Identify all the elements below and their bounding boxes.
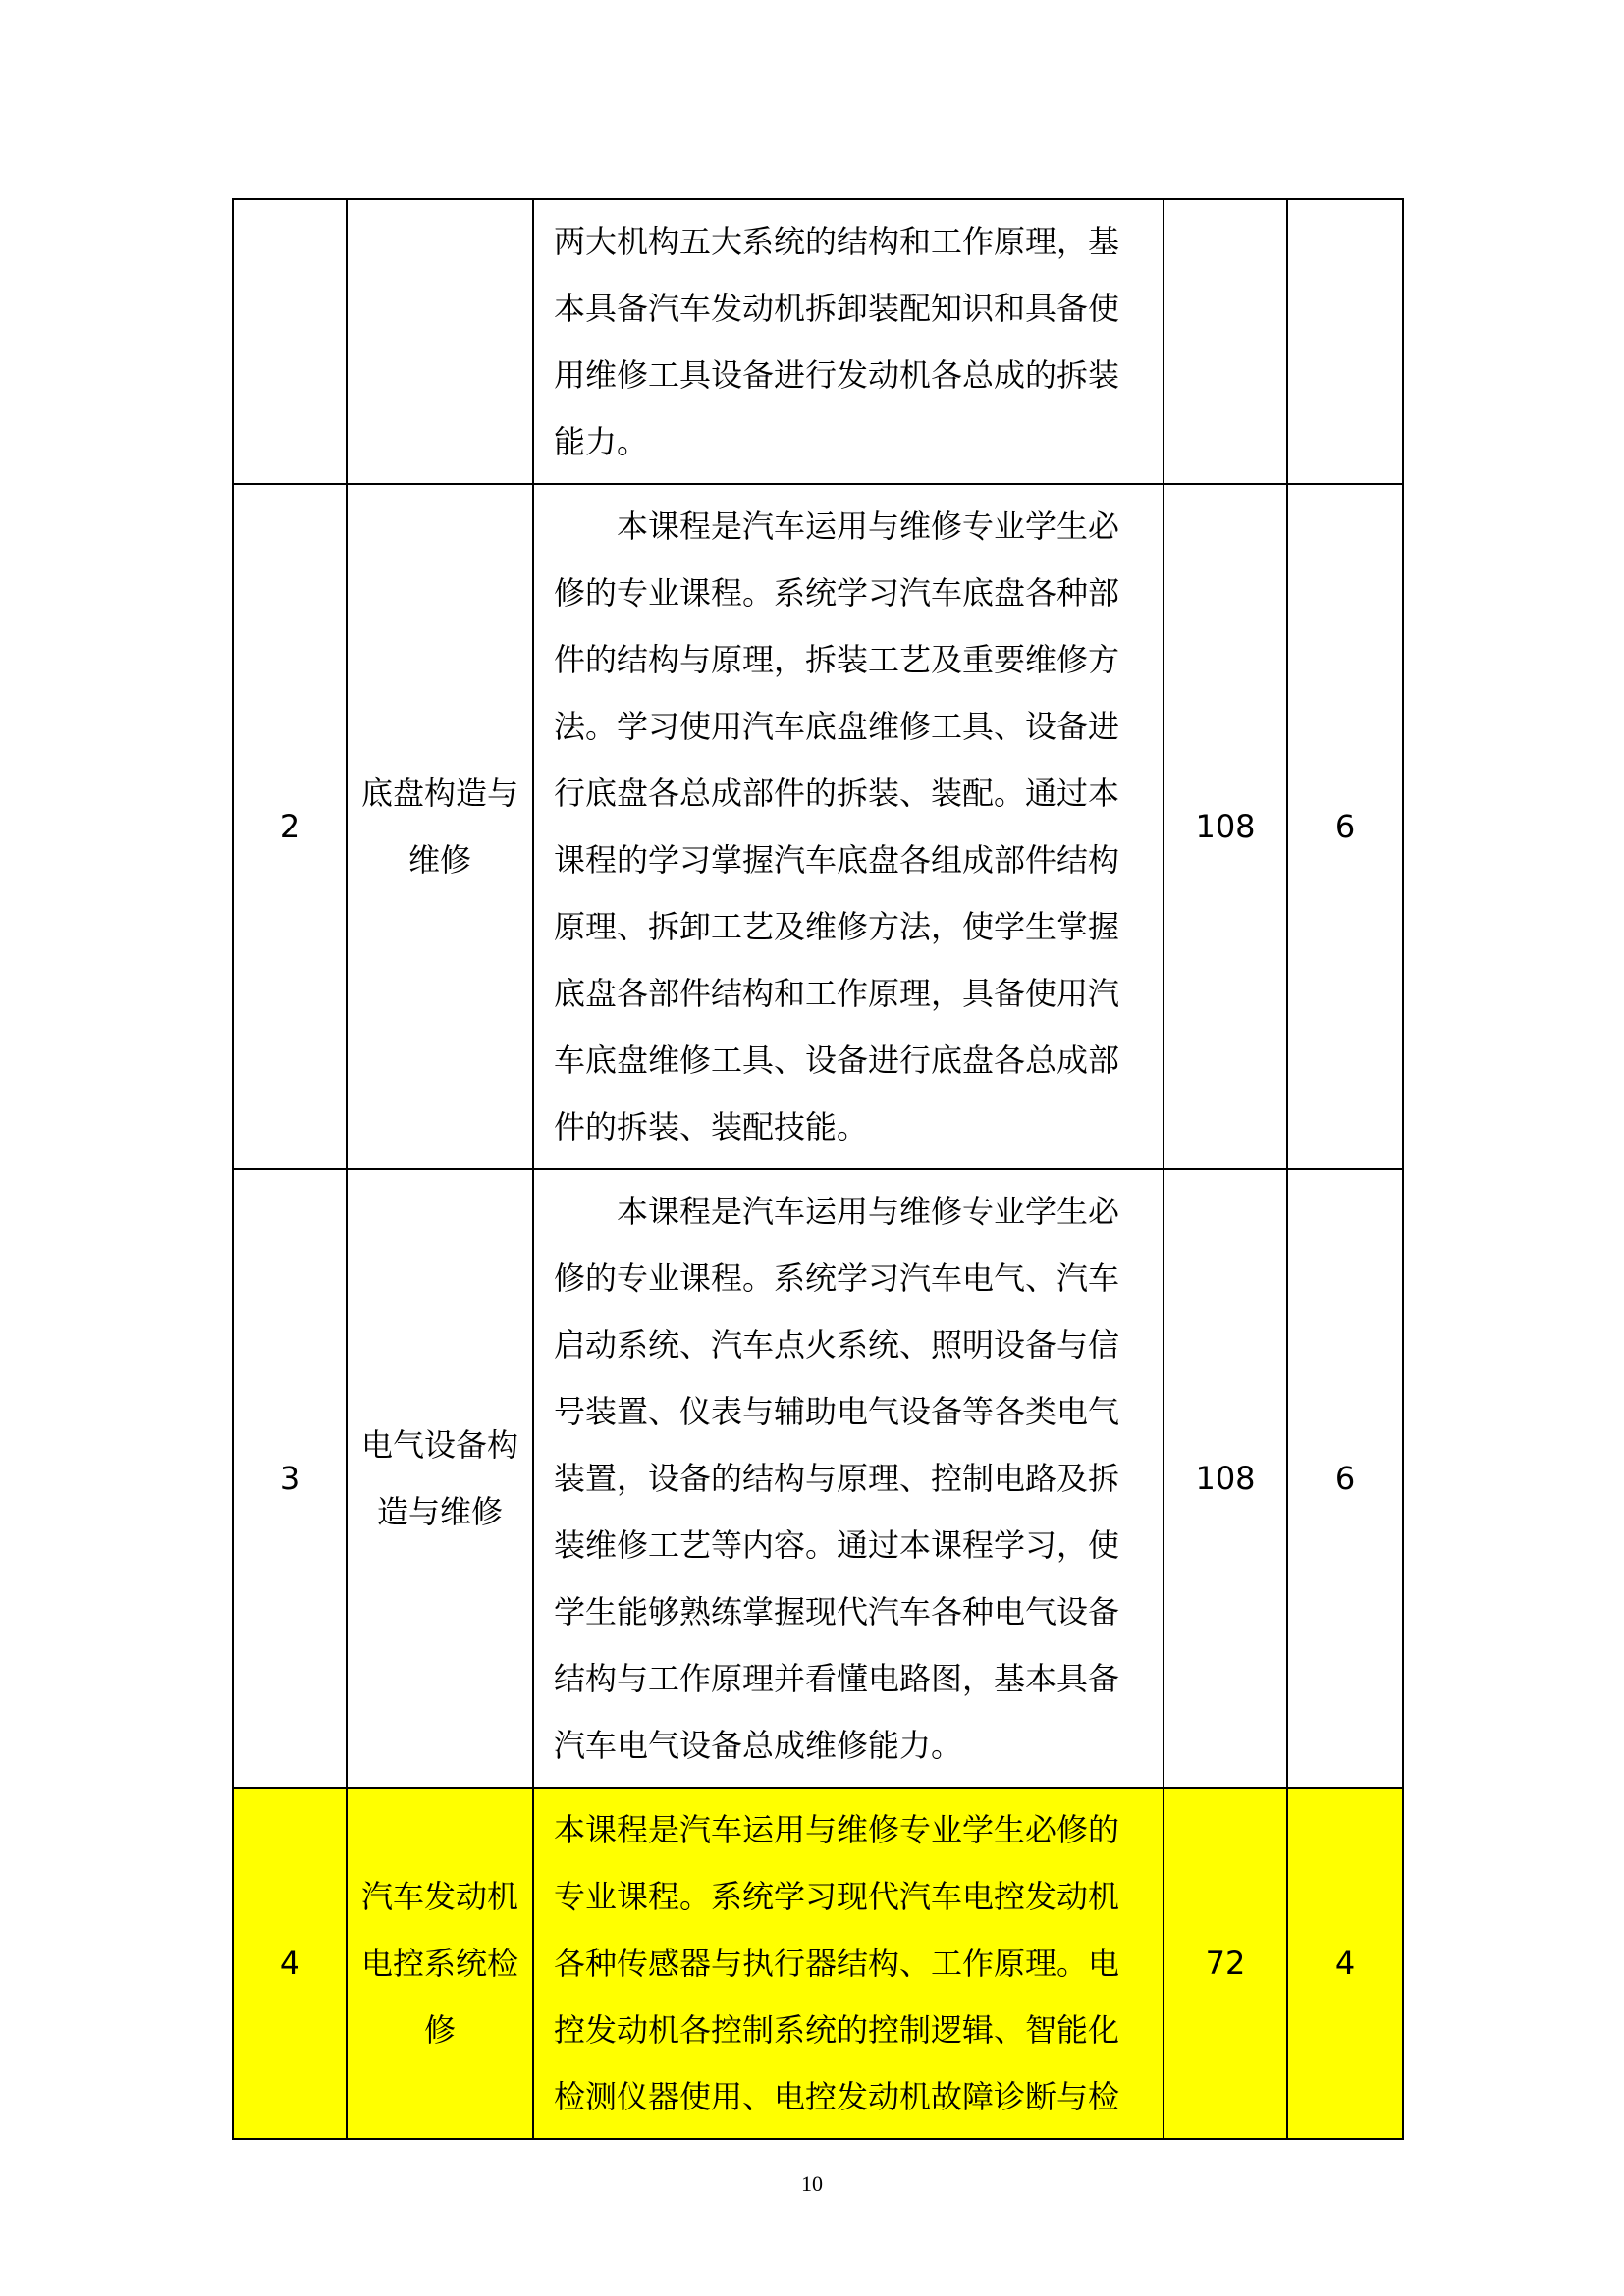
course-hours-cell (1164, 199, 1287, 484)
course-number-cell: 3 (233, 1169, 347, 1788)
course-number-cell (233, 199, 347, 484)
table-row-highlighted (233, 1788, 1403, 2139)
course-name-cell (347, 199, 533, 484)
course-description-cell: 本课程是汽车运用与维修专业学生必修的专业课程。系统学习现代汽车电控发动机各种传感器与执行器结构、工作原理。电控发动机各控制系统的控制逻辑、智能化检测仪器使用、电控发动机故障诊断与检 (533, 1788, 1164, 2139)
course-hours-cell: 72 (1164, 1788, 1287, 2139)
page-number: 10 (801, 2171, 823, 2196)
course-table (232, 198, 1404, 2140)
course-number-cell: 4 (233, 1788, 347, 2139)
course-description-cell: 两大机构五大系统的结构和工作原理，基本具备汽车发动机拆卸装配知识和具备使用维修工具设备进行发动机各总成的拆装能力。 (533, 199, 1164, 484)
course-name-cell: 底盘构造与维修 (347, 484, 533, 1169)
course-hours-cell: 108 (1164, 484, 1287, 1169)
course-description-cell: 本课程是汽车运用与维修专业学生必修的专业课程。系统学习汽车底盘各种部件的结构与原理，拆装工艺及重要维修方法。学习使用汽车底盘维修工具、设备进行底盘各总成部件的拆装、装配。通过本课程的学习掌握汽车底盘各组成部件结构原理、拆卸工艺及维修方法，使学生掌握底盘各部件结构和工作原理，具备使用汽车底盘维修工具、设备进行底盘各总成部件的拆装、装配技能。 (533, 484, 1164, 1169)
table-row (233, 199, 1403, 484)
table-row (233, 1169, 1403, 1788)
course-hours-cell: 108 (1164, 1169, 1287, 1788)
table-row (233, 484, 1403, 1169)
course-credits-cell: 6 (1287, 484, 1403, 1169)
course-credits-cell: 6 (1287, 1169, 1403, 1788)
course-name-cell: 电气设备构造与维修 (347, 1169, 533, 1788)
course-credits-cell: 4 (1287, 1788, 1403, 2139)
course-description-cell: 本课程是汽车运用与维修专业学生必修的专业课程。系统学习汽车电气、汽车启动系统、汽车点火系统、照明设备与信号装置、仪表与辅助电气设备等各类电气装置，设备的结构与原理、控制电路及拆装维修工艺等内容。通过本课程学习，使学生能够熟练掌握现代汽车各种电气设备结构与工作原理并看懂电路图，基本具备汽车电气设备总成维修能力。 (533, 1169, 1164, 1788)
course-credits-cell (1287, 199, 1403, 484)
course-number-cell: 2 (233, 484, 347, 1169)
course-name-cell: 汽车发动机电控系统检修 (347, 1788, 533, 2139)
